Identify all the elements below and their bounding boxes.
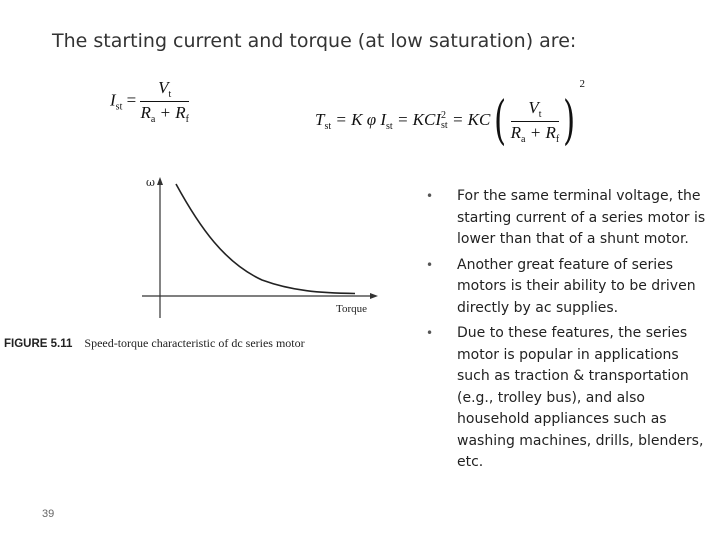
eq2-part2-sup: 2 — [441, 110, 447, 122]
eq2-right-paren: ) — [563, 91, 576, 152]
eq2-den-sub-f: f — [555, 133, 560, 145]
eq2-part2-sub: st — [441, 120, 448, 132]
bullet-dot: • — [426, 257, 434, 272]
eq2-part1-sub: st — [386, 121, 393, 132]
eq2-den-r: R — [510, 122, 522, 142]
page-number: 39 — [42, 508, 55, 520]
figure-caption-text: Speed-torque characteristic of dc series motor — [84, 336, 305, 350]
starting-torque-equation — [315, 78, 585, 152]
eq1-equals: = — [126, 90, 137, 110]
eq1-lhs-sub: st — [115, 101, 123, 113]
bullet-text: Due to these features, the series motor is popular in applications such as traction & transportation (e.g., trolley bus), and also household appliances such as washing machines, drills, blenders, etc. — [457, 325, 704, 470]
eq2-den-sub-a: a — [521, 133, 526, 145]
eq2-num-sub: t — [538, 108, 542, 120]
bullet-text: Another great feature of series motors is their ability to be driven directly by ac supplies. — [457, 256, 696, 316]
eq2-numerator — [511, 98, 560, 122]
bullet-dot: • — [426, 326, 434, 340]
eq1-den-r: R — [140, 103, 151, 122]
bullet-item — [424, 323, 709, 474]
figure-number: FIGURE 5.11 — [4, 338, 73, 350]
eq1-den-sub-a: a — [150, 114, 156, 125]
x-axis-arrow — [370, 293, 378, 299]
bullet-item — [424, 255, 709, 320]
eq2-lhs-sub: st — [324, 121, 332, 132]
bullet-dot: • — [426, 189, 434, 203]
eq2-lhs: T — [315, 110, 325, 129]
eq1-fraction — [140, 78, 189, 125]
eq2-power: 2 — [579, 78, 585, 90]
bullet-item — [424, 186, 709, 251]
starting-current-equation — [110, 78, 189, 125]
eq1-den-plus: + R — [155, 103, 186, 122]
eq2-part2: = KCI — [392, 110, 442, 129]
x-axis-label: Torque — [336, 303, 367, 315]
speed-torque-figure — [0, 168, 400, 358]
eq1-num-v: V — [158, 78, 169, 97]
slide-heading: The starting current and torque (at low saturation) are: — [52, 30, 577, 52]
eq1-num-sub: t — [168, 89, 172, 100]
eq2-num-v: V — [528, 97, 539, 117]
eq2-part3: = KC — [447, 110, 491, 129]
eq2-denominator — [511, 122, 560, 145]
eq2-fraction — [511, 98, 560, 145]
eq1-den-sub-f: f — [185, 114, 189, 125]
eq2-part2-scripts — [441, 111, 448, 131]
eq1-numerator — [140, 78, 189, 102]
y-axis-arrow — [157, 177, 163, 185]
eq2-part1: = K φ I — [331, 110, 387, 129]
y-axis-label: ω — [146, 176, 155, 189]
bullet-list — [424, 186, 709, 478]
eq2-den-plus: + R — [525, 122, 556, 142]
figure-caption — [4, 336, 305, 351]
eq1-lhs: I — [110, 90, 116, 110]
bullet-text: For the same terminal voltage, the starting current of a series motor is lower than that of a shunt motor. — [457, 188, 706, 247]
eq1-denominator — [140, 102, 189, 125]
speed-torque-curve — [176, 184, 355, 294]
eq2-left-paren: ( — [494, 91, 507, 152]
